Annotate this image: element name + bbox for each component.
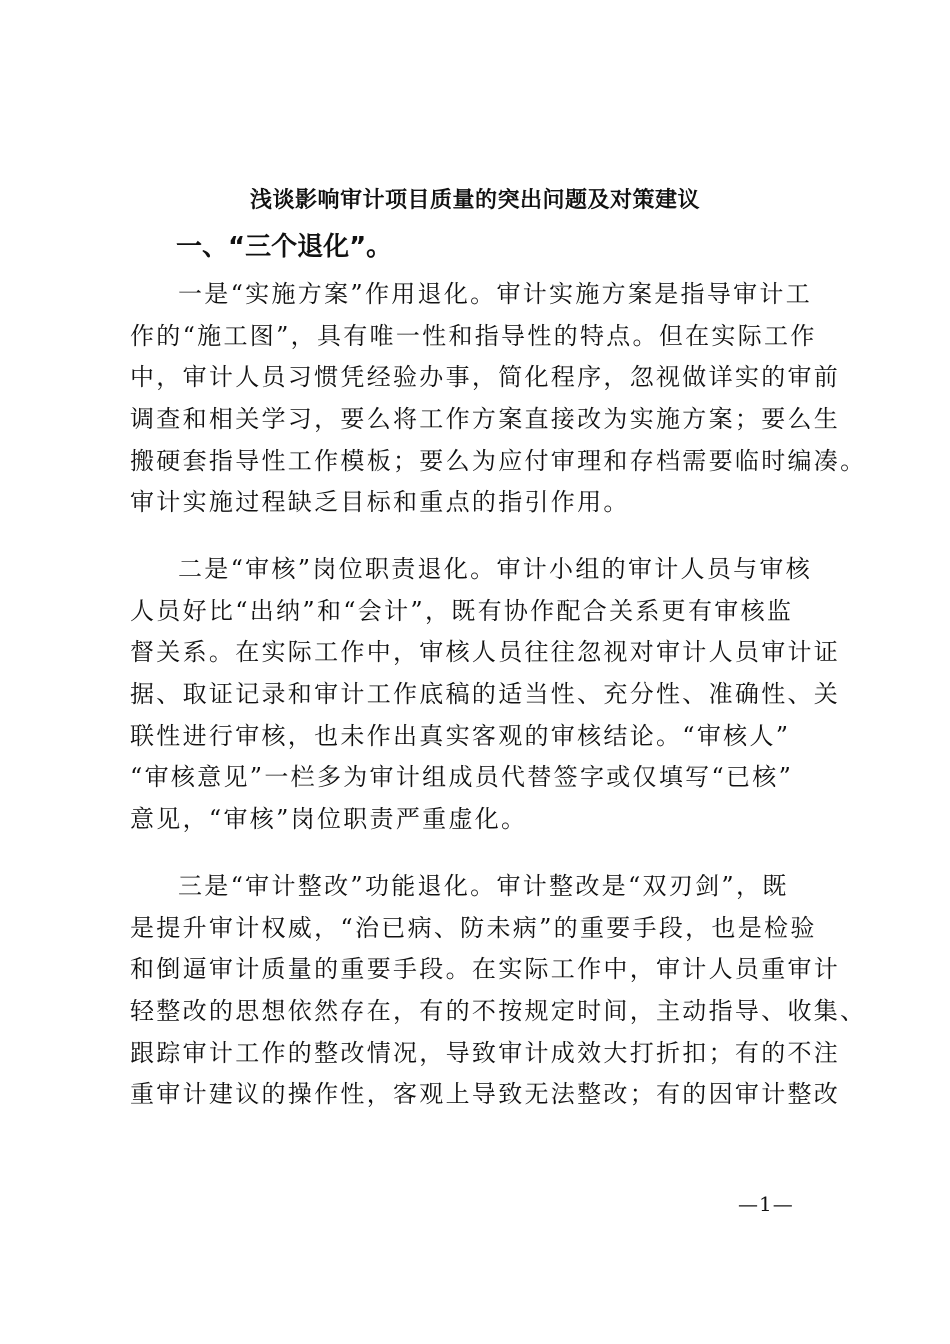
paragraph-line: 据、取证记录和审计工作底稿的适当性、充分性、准确性、关 bbox=[130, 680, 841, 709]
section-heading: 一、“三个退化”。 bbox=[176, 232, 393, 262]
paragraph-review-duty bbox=[130, 549, 850, 841]
paragraph-line: 三是“审计整改”功能退化。审计整改是“双刃剑”，既 bbox=[178, 872, 789, 900]
paragraph-line: 轻整改的思想依然存在，有的不按规定时间，主动指导、收集、 bbox=[130, 997, 867, 1026]
paragraph-line: 一是“实施方案”作用退化。审计实施方案是指导审计工 bbox=[178, 280, 813, 308]
page-number: —1— bbox=[738, 1192, 794, 1216]
paragraph-line: 审计实施过程缺乏目标和重点的指引作用。 bbox=[130, 488, 630, 517]
paragraph-line: “审核意见”一栏多为审计组成员代替签字或仅填写“已核” bbox=[130, 763, 794, 792]
paragraph-line: 作的“施工图”，具有唯一性和指导性的特点。但在实际工作 bbox=[130, 321, 817, 350]
paragraph-line: 联性进行审核，也未作出真实客观的审核结论。“审核人” bbox=[130, 721, 791, 750]
paragraph-line: 是提升审计权威，“治已病、防未病”的重要手段，也是检验 bbox=[130, 913, 817, 942]
paragraph-line: 中，审计人员习惯凭经验办事，简化程序，忽视做详实的审前 bbox=[130, 363, 841, 392]
paragraph-line: 意见，“审核”岗位职责严重虚化。 bbox=[130, 805, 528, 834]
paragraph-line: 督关系。在实际工作中，审核人员往往忽视对审计人员审计证 bbox=[130, 638, 841, 667]
paragraph-line: 重审计建议的操作性，客观上导致无法整改；有的因审计整改 bbox=[130, 1080, 841, 1109]
document-title: 浅谈影响审计项目质量的突出问题及对策建议 bbox=[249, 187, 700, 213]
paragraph-line: 二是“审核”岗位职责退化。审计小组的审计人员与审核 bbox=[178, 555, 813, 583]
paragraph-line: 和倒逼审计质量的重要手段。在实际工作中，审计人员重审计 bbox=[130, 955, 841, 984]
paragraph-implementation-plan bbox=[130, 274, 867, 524]
paragraph-line: 人员好比“出纳”和“会计”，既有协作配合关系更有审核监 bbox=[130, 596, 794, 625]
paragraph-line: 调查和相关学习，要么将工作方案直接改为实施方案；要么生 bbox=[130, 405, 841, 434]
paragraph-audit-rectification bbox=[130, 866, 867, 1116]
paragraph-line: 跟踪审计工作的整改情况，导致审计成效大打折扣；有的不注 bbox=[130, 1038, 841, 1067]
paragraph-line: 搬硬套指导性工作模板；要么为应付审理和存档需要临时编凑。 bbox=[130, 446, 867, 475]
